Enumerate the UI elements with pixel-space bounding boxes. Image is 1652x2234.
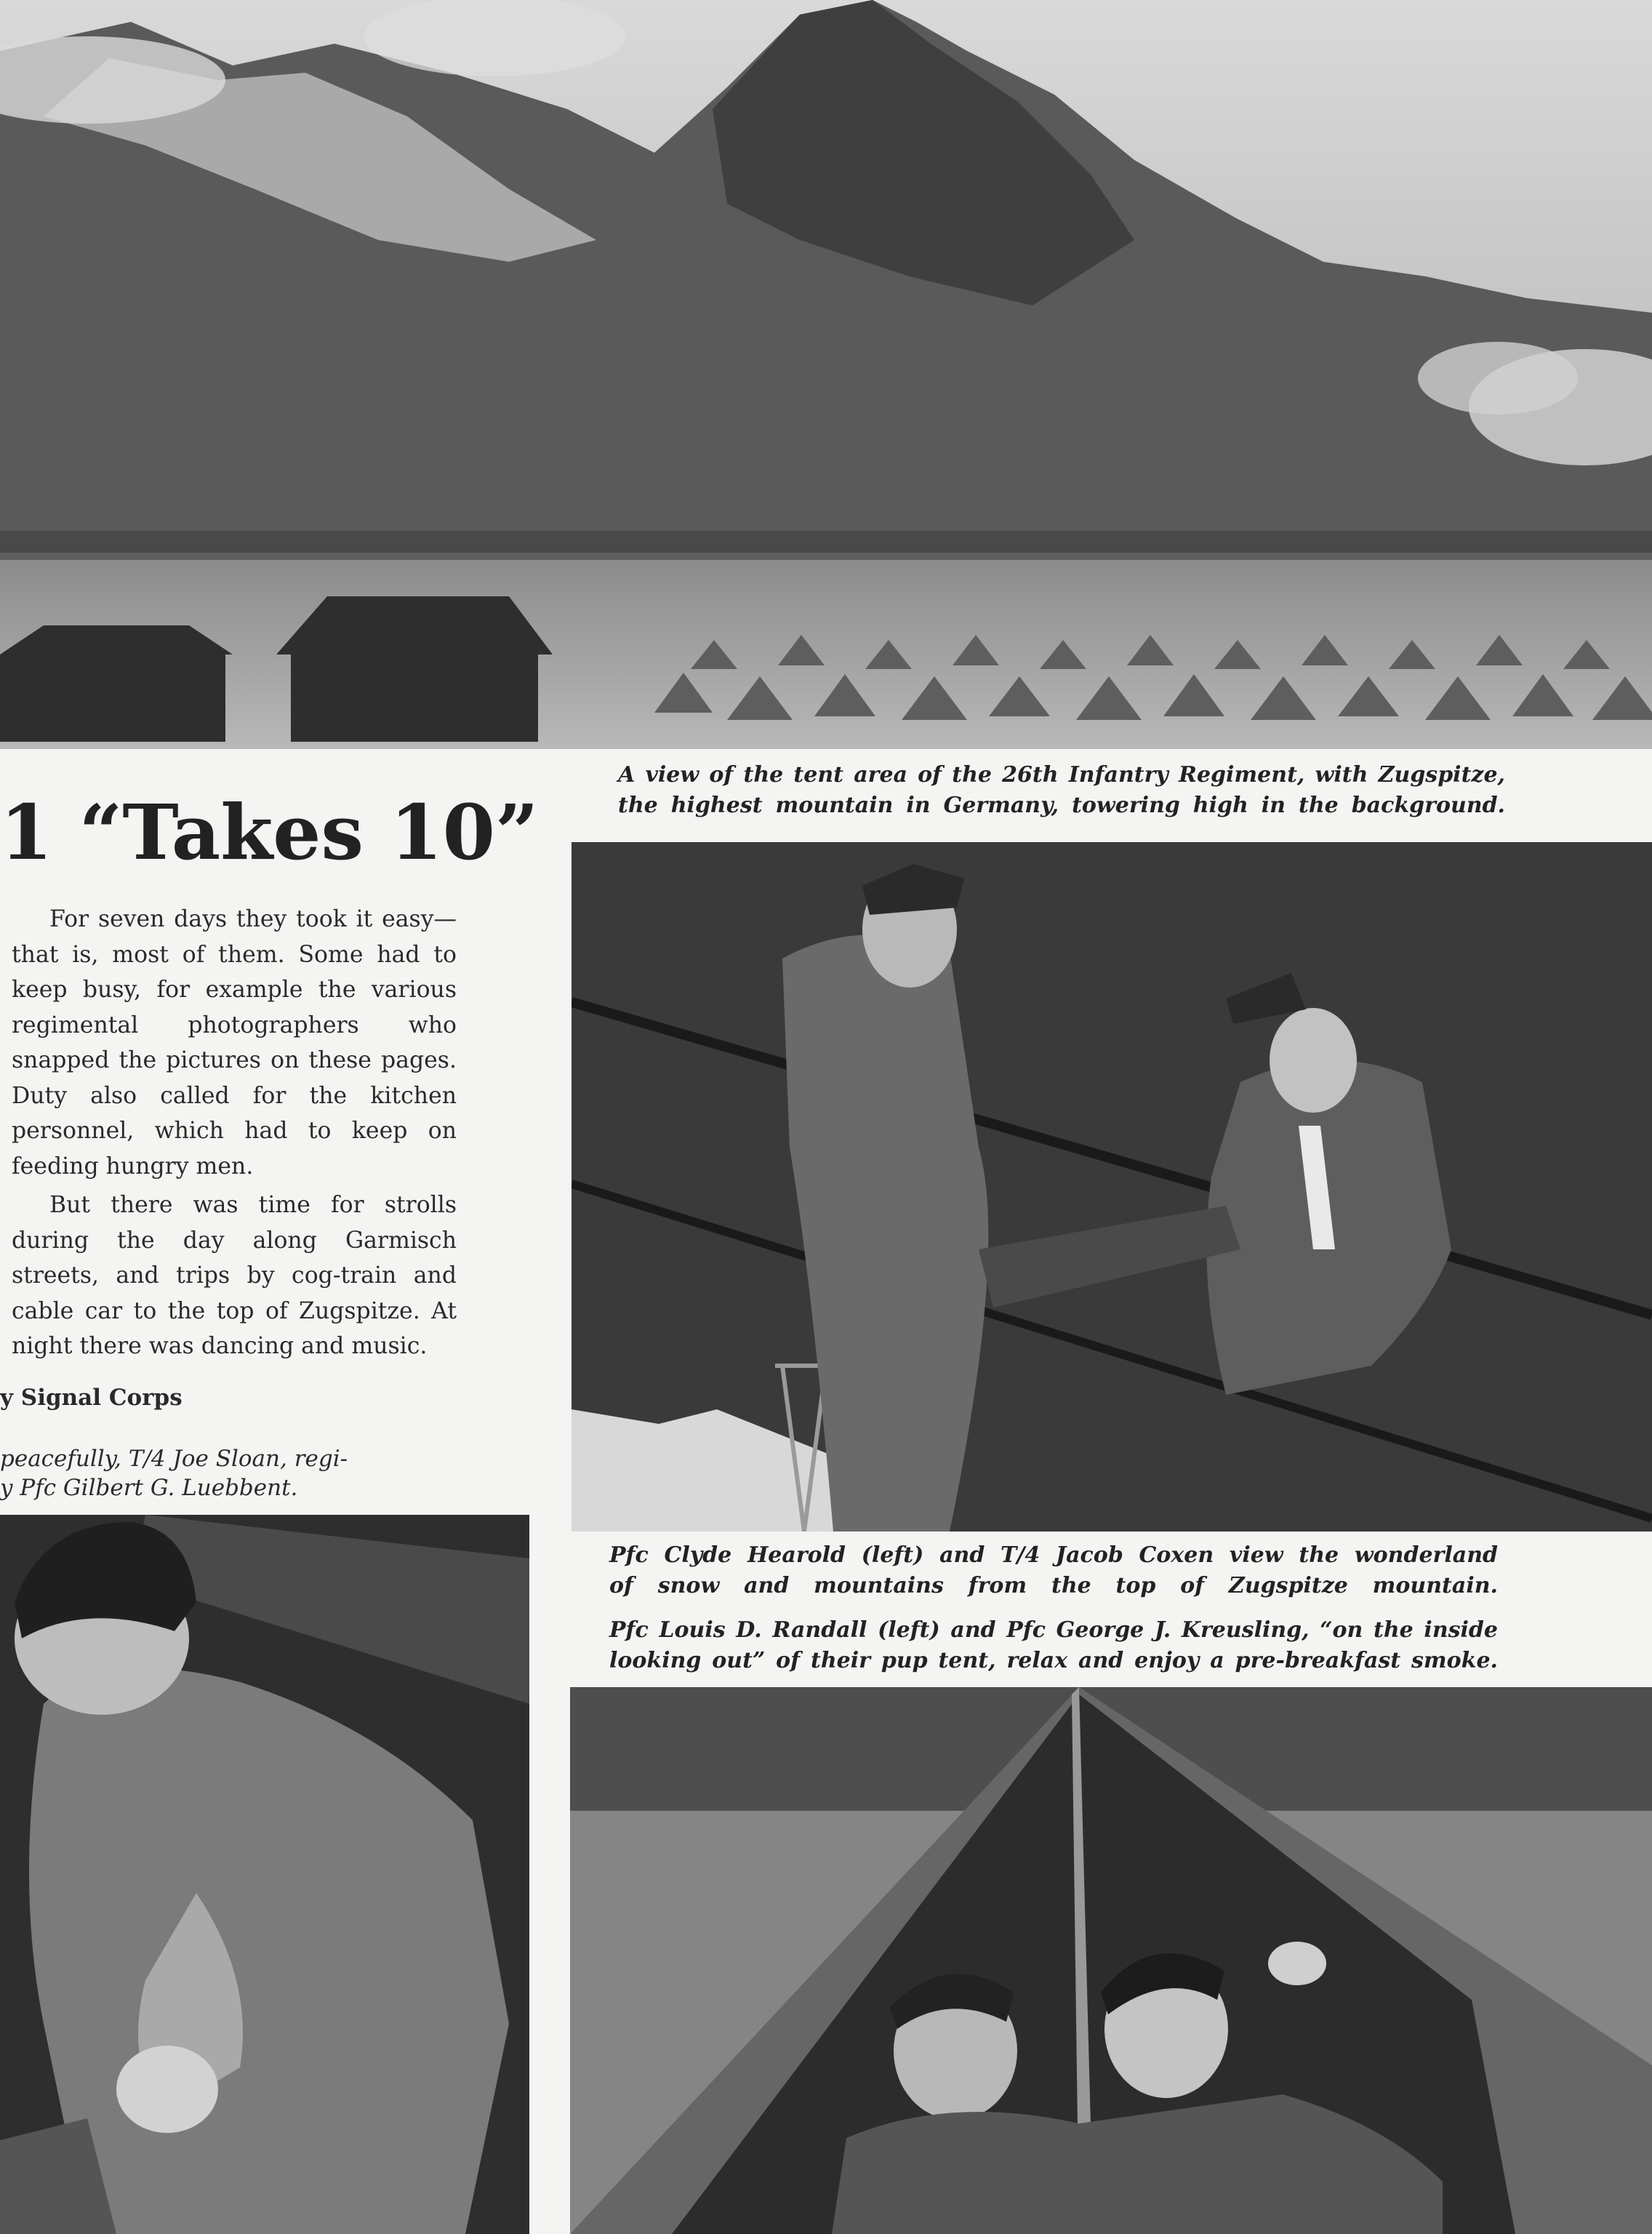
article-headline: 1 “Takes 10” bbox=[0, 788, 539, 877]
summit-caption-line-1: Pfc Clyde Hearold (left) and T/4 Jacob Coxen view the wonderland bbox=[609, 1542, 1498, 1568]
tent-caption-line-2: looking out” of their pup tent, relax and enjoy a pre-breakfast smoke. bbox=[609, 1648, 1498, 1673]
zugspitze-summit-photo bbox=[572, 842, 1652, 1532]
summit-photo-caption bbox=[609, 1540, 1498, 1601]
photo-credit: y Signal Corps bbox=[0, 1385, 183, 1411]
pup-tent-photo bbox=[570, 1687, 1652, 2234]
mountain-camp-photo bbox=[0, 0, 1652, 749]
camp-caption-line-1: A view of the tent area of the 26th Infantry Regiment, with Zugspitze, bbox=[618, 762, 1505, 788]
summit-caption-line-2: of snow and mountains from the top of Zugspitze mountain. bbox=[609, 1573, 1498, 1598]
partial-caption-line-1: peacefully, T/4 Joe Sloan, regi- bbox=[0, 1446, 348, 1472]
body-paragraph-2: But there was time for strolls during the day along Garmisch streets, and trips by cog-train and cable car to the top of Zugspitze. At night there was dancing and music. bbox=[12, 1192, 457, 1359]
partial-caption-line-2: y Pfc Gilbert G. Luebbent. bbox=[0, 1475, 298, 1501]
tent-photo-caption bbox=[609, 1615, 1498, 1676]
body-paragraph-1: For seven days they took it easy—that is, most of them. Some had to keep busy, for example the various regimental photographers who snapped the pictures on these pages. Duty also called for the kitchen personnel, which had to keep on feeding hungry men. bbox=[12, 906, 457, 1180]
camp-caption-line-2: the highest mountain in Germany, towering high in the background. bbox=[618, 793, 1505, 818]
soldier-helmet-photo bbox=[0, 1515, 529, 2234]
camp-photo-caption bbox=[618, 760, 1505, 821]
tent-caption-line-1: Pfc Louis D. Randall (left) and Pfc George J. Kreusling, “on the inside bbox=[609, 1617, 1498, 1643]
